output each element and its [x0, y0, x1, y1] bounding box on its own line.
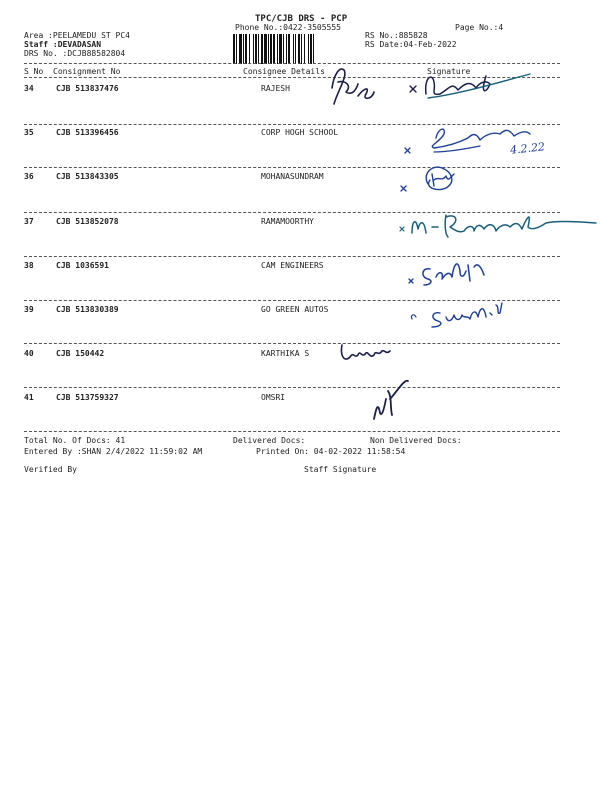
row-sno: 35	[24, 128, 34, 137]
row-consignee: GO GREEN AUTOS	[261, 305, 329, 314]
non-delivered-docs: Non Delivered Docs:	[370, 436, 462, 445]
document-title: TPC/CJB DRS - PCP	[255, 14, 348, 24]
rs-date: RS Date:04-Feb-2022	[365, 40, 457, 49]
page-number: Page No.:4	[455, 23, 504, 32]
row-sno: 34	[24, 84, 34, 93]
row-consignee: RAMAMOORTHY	[261, 217, 314, 226]
row-consignee: KARTHIKA S	[261, 349, 310, 358]
row-consignment: CJB 150442	[56, 349, 105, 358]
area-label: Area :PEELAMEDU ST PC4	[24, 31, 130, 40]
row-sno: 39	[24, 305, 34, 314]
delivered-docs: Delivered Docs:	[233, 436, 306, 445]
col-consignment: Consignment No	[53, 67, 121, 76]
row-consignee: RAJESH	[261, 84, 290, 93]
total-docs: Total No. Of Docs: 41	[24, 436, 126, 445]
col-consignee: Consignee Details	[243, 67, 325, 76]
drs-number: DRS No. :DCJB88582804	[24, 49, 126, 58]
staff-label: Staff :DEVADASAN	[24, 40, 102, 49]
row-sno: 36	[24, 172, 34, 181]
row-consignee: CORP HOGH SCHOOL	[261, 128, 339, 137]
handwritten-signature	[300, 373, 600, 443]
row-consignee: OMSRI	[261, 393, 286, 402]
divider	[24, 431, 560, 432]
phone-number: Phone No.:0422-3505555	[235, 23, 341, 32]
row-sno: 40	[24, 349, 34, 358]
printed-on: Printed On: 04-02-2022 11:58:54	[256, 447, 406, 456]
signature-date: 4.2.22	[509, 140, 546, 157]
row-consignment: CJB 513830389	[56, 305, 119, 314]
col-signature: Signature	[427, 67, 471, 76]
row-sno: 38	[24, 261, 34, 270]
col-sno: S No	[24, 67, 44, 76]
row-consignment: CJB 513843305	[56, 172, 119, 181]
row-sno: 37	[24, 217, 34, 226]
staff-signature: Staff Signature	[304, 465, 377, 474]
row-consignment: CJB 1036591	[56, 261, 109, 270]
row-consignee: CAM ENGINEERS	[261, 261, 324, 270]
verified-by: Verified By	[24, 465, 77, 474]
row-consignment: CJB 513759327	[56, 393, 119, 402]
rs-number: RS No.:885828	[365, 31, 428, 40]
row-consignment: CJB 513837476	[56, 84, 119, 93]
row-consignment: CJB 513852078	[56, 217, 119, 226]
row-consignment: CJB 513396456	[56, 128, 119, 137]
barcode	[232, 34, 356, 64]
row-consignee: MOHANASUNDRAM	[261, 172, 324, 181]
entered-by: Entered By :SHAN 2/4/2022 11:59:02 AM	[24, 447, 203, 456]
row-sno: 41	[24, 393, 34, 402]
